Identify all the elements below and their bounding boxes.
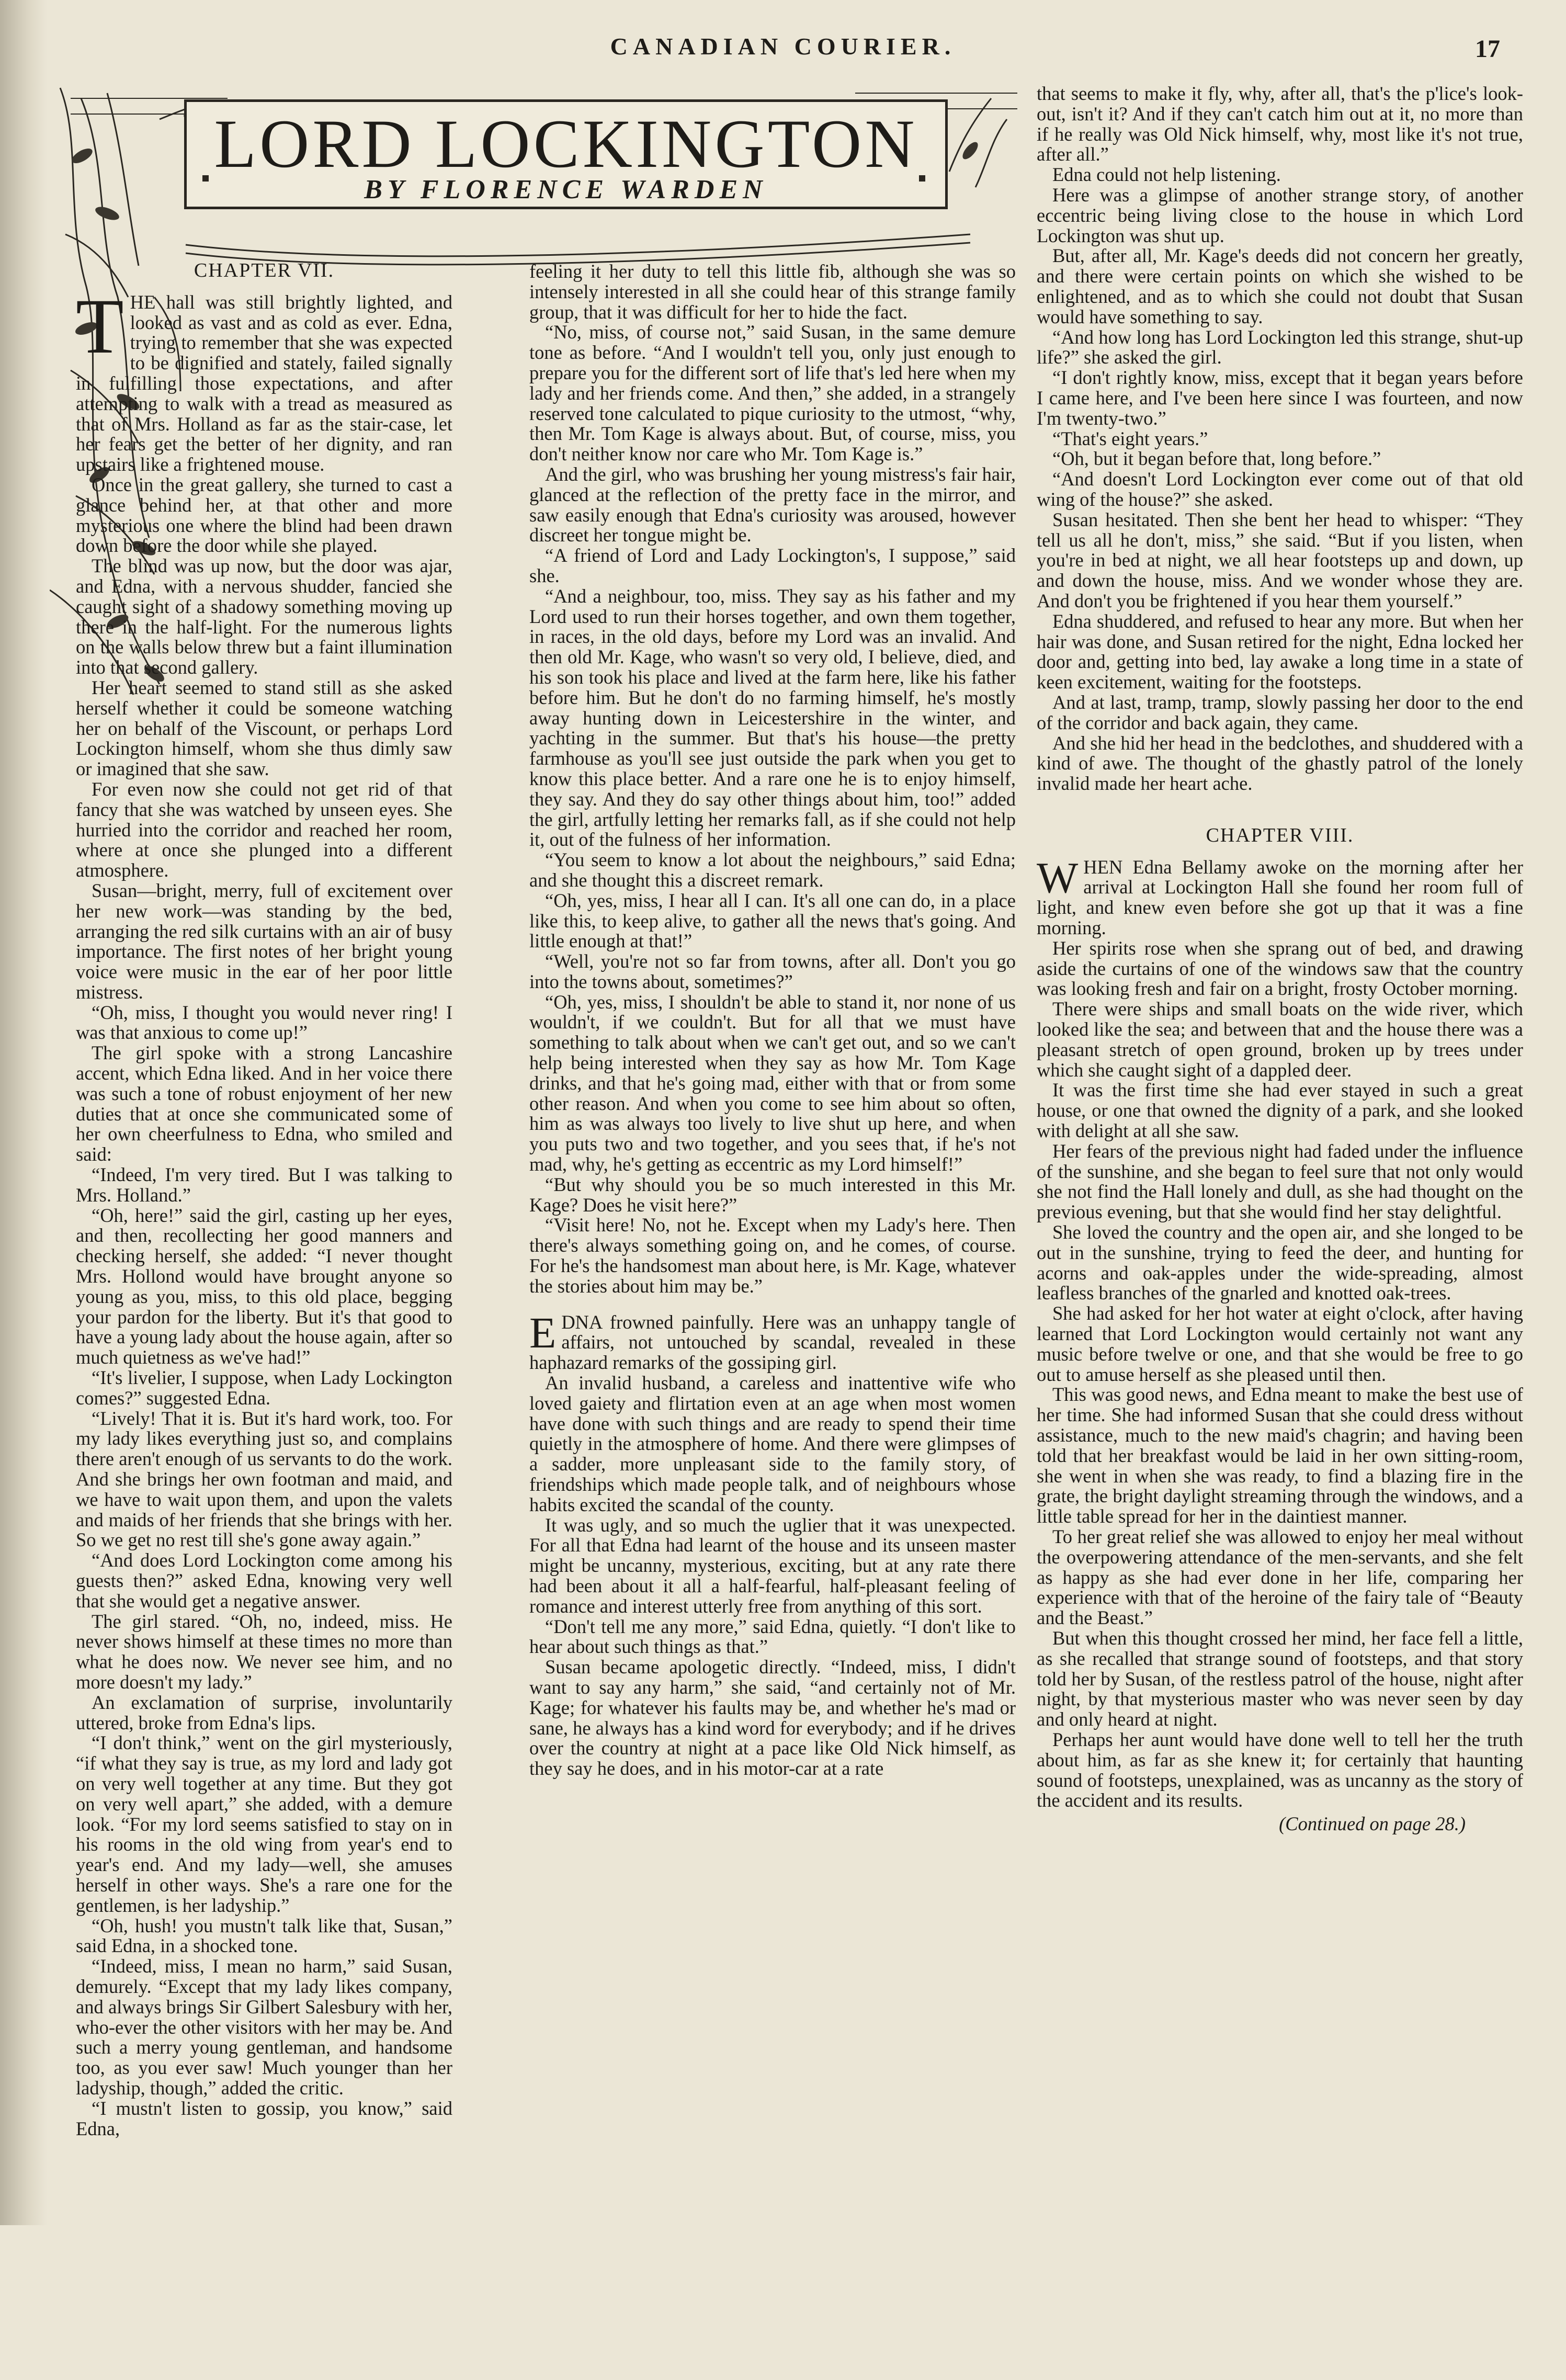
paragraph: Her spirits rose when she sprang out of bed, and drawing aside the curtains of one of the windows saw that the country was looking fresh and fair on a bright, frosty October morning.	[1037, 937, 1523, 1000]
paragraph: Here was a glimpse of another strange story, of another eccentric being living close to the house in which Lord Lockington was shut up.	[1037, 184, 1523, 246]
ornament-dot-left	[202, 175, 209, 182]
paragraph: “A friend of Lord and Lady Lockington's, I suppose,” said she.	[529, 545, 1016, 586]
paragraph: Her heart seemed to stand still as she asked herself whether it could be someone watching her on behalf of the Viscount, or perhaps Lord Lockington himself, whom she thus dimly saw or imagined that she saw.	[76, 676, 452, 780]
paragraph: There were ships and small boats on the wide river, which looked like the sea; and between that and the house there was a pleasant stretch of open ground, broken up by trees under which she caught sight of a dappled deer.	[1037, 998, 1523, 1081]
paragraph: Perhaps her aunt would have done well to tell her the truth about him, as far as she knew it; for certainly that haunting sound of footsteps, unexplained, was as uncanny as the story of the accident and its results.	[1037, 1728, 1523, 1811]
paragraph: that seems to make it fly, why, after all, that's the p'lice's look-out, isn't it? And if they can't catch him out at it, no more than if he really was Old Nick himself, why, most like it's not true, after all.”	[1037, 84, 1523, 165]
paragraph: The blind was up now, but the door was ajar, and Edna, with a nervous shudder, fancied she caught sight of a shadowy something moving up there in the half-light. For the numerous lights on the walls below threw but a faint illumination into that second gallery.	[76, 555, 452, 678]
paragraph: “It's livelier, I suppose, when Lady Lockington comes?” suggested Edna.	[76, 1367, 452, 1409]
paragraph: EDNA frowned painfully. Here was an unhappy tangle of affairs, not untouched by scandal, revealed in these haphazard remarks of the gossiping girl.	[529, 1308, 1016, 1374]
paragraph: She had asked for her hot water at eight o'clock, after having learned that Lord Lockington would certainly not want any music before twelve or one, and that she would be free to go out to amuse herself as she pleased until then.	[1037, 1302, 1523, 1385]
paragraph: “That's eight years.”	[1052, 427, 1208, 449]
paragraph: “But why should you be so much interested in this Mr. Kage? Does he visit here?”	[529, 1173, 1016, 1216]
paragraph: “Oh, yes, miss, I hear all I can. It's all one can do, in a place like this, to keep alive, to gather all the news that's going. And little enough at that!”	[529, 889, 1016, 952]
page-number: 17	[1475, 35, 1500, 63]
title-box	[184, 99, 948, 209]
paragraph: Edna shuddered, and refused to hear any more. But when her hair was done, and Susan retired for the night, Edna locked her door and, getting into bed, lay awake a long time in a state of keen excitement, waiting for the footsteps.	[1037, 610, 1523, 693]
paragraph: “And how long has Lord Lockington led this strange, shut-up life?” she asked the girl.	[1037, 326, 1523, 368]
paragraph: Susan—bright, merry, full of excitement over her new work—was standing by the bed, arranging the red silk curtains with an air of busy importance. The first notes of her bright young voice were music in the ear of her poor little mistress.	[76, 879, 452, 1003]
paragraph: This was good news, and Edna meant to make the best use of her time. She had informed Susan that she could dress without assistance, much to the new maid's chagrin; and having been told that her breakfast would be laid in her own sitting-room, she went in when she was ready, to find a blazing fire in the grate, the bright daylight streaming through the windows, and a little table spread for her in the daintiest manner.	[1037, 1384, 1523, 1527]
chapter-heading: CHAPTER VIII.	[1206, 824, 1354, 846]
paragraph: Edna could not help listening.	[1052, 164, 1281, 186]
drop-cap: T	[76, 282, 124, 370]
paragraph: “Oh, but it began before that, long before.”	[1052, 448, 1381, 470]
paragraph: “Lively! That it is. But it's hard work, too. For my lady likes everything just so, and complains there aren't enough of us servants to do the work. And she brings her own footman and maid, and we have to wait upon them, and upon the valets and maids of her friends that she brings with her. So we get no rest till she's gone away again.”	[76, 1407, 452, 1551]
running-head: CANADIAN COURIER.	[610, 33, 956, 60]
paragraph: And the girl, who was brushing her young mistress's fair hair, glanced at the reflection of the pretty face in the mirror, and saw easily enough that Edna's curiosity was aroused, however discreet her tongue might be.	[529, 463, 1016, 546]
paragraph: “You seem to know a lot about the neighbours,” said Edna; and she thought this a discreet remark.	[529, 849, 1016, 891]
paragraph: But, after all, Mr. Kage's deeds did not concern her greatly, and there were certain points on which she wished to be enlightened, and as to which she could not doubt that Susan would have something to say.	[1037, 245, 1523, 327]
drop-cap: W	[1037, 853, 1079, 902]
paragraph: “Don't tell me any more,” said Edna, quietly. “I don't like to hear about such things as that.”	[529, 1615, 1016, 1658]
paragraph: And at last, tramp, tramp, slowly passing her door to the end of the corridor and back again, they came.	[1037, 691, 1523, 733]
continuation-note: (Continued on page 28.)	[1279, 1813, 1466, 1835]
column-2	[529, 262, 1016, 2380]
paragraph: “Oh, yes, miss, I shouldn't be able to stand it, nor none of us wouldn't, if we couldn't. But for all that we must have something to talk about when we can't get out, and so we can't help being interested when they say as how Mr. Tom Kage drinks, and that he's going mad, either with that or from some other reason. And when you come to see him about so often, him as was always too lively to live shut up here, and when you puts two and two together, and you sees that, if he's not mad, why, he's getting as eccentric as my Lord himself!”	[529, 991, 1016, 1175]
paragraph: It was the first time she had ever stayed in such a great house, or one that owned the dignity of a park, and she looked with delight at all she saw.	[1037, 1079, 1523, 1142]
paragraph: feeling it her duty to tell this little fib, although she was so intensely interested in all she could hear of this strange family group, that it was difficult for her to hide the fact.	[529, 262, 1016, 323]
paragraph: “And does Lord Lockington come among his guests then?” asked Edna, knowing very well that she would get a negative answer.	[76, 1549, 452, 1612]
paragraph: “Indeed, miss, I mean no harm,” said Susan, demurely. “Except that my lady likes company, and always brings Sir Gilbert Salesbury with her, who-ever the other visitors with her may be. And such a merry young gentleman, and handsome too, as you ever saw! Much younger than her ladyship, though,” added the critic.	[76, 1955, 452, 2099]
paragraph: Susan became apologetic directly. “Indeed, miss, I didn't want to say any harm,” she said, “and certainly not of Mr. Kage; for whatever his faults may be, and whether he's mad or sane, he always has a kind word for everybody; and if he drives over the country at night at a pace like Old Nick himself, as they say he does, and in his motor-car at a rate	[529, 1656, 1016, 1780]
paragraph: “And a neighbour, too, miss. They say as his father and my Lord used to run their horses together, and own them together, in races, in the old days, before my Lord was an invalid. And then old Mr. Kage, who wasn't so very old, I believe, died, and his son took his place and lived at the farm here, like his father before him. But he don't do no farming himself, he's mostly away hunting down in Leicestershire in the winter, and yachting in the summer. But that's his house—the pretty farmhouse as you'll see just outside the park when you get to know this place better. And a rare one he is to enjoy himself, they say. And they do say other things about him, too!” added the girl, artfully letting her remarks fall, as if she could not help it, out of the fulness of her information.	[529, 585, 1016, 851]
paragraph: An exclamation of surprise, involuntarily uttered, broke from Edna's lips.	[76, 1691, 452, 1733]
paragraph: “No, miss, of course not,” said Susan, in the same demure tone as before. “And I wouldn't tell you, only just enough to prepare you for the different sort of life that's led here when my lady and her friends come. And then,” she added, in a strangely reserved tone calculated to pique curiosity to the utmost, “why, then Mr. Tom Kage is always about. But, of course, miss, you don't neither know nor care who Mr. Tom Kage is.”	[529, 321, 1016, 465]
story-title: LORD LOCKINGTON	[214, 105, 918, 182]
column-3	[1037, 84, 1523, 2202]
paragraph: “And doesn't Lord Lockington ever come out of that old wing of the house?” she asked.	[1037, 468, 1523, 510]
paragraph: “Visit here! No, not he. Except when my Lady's here. Then there's always something going on, and he comes, of course. For he's the handsomest man about here, is Mr. Kage, whatever the stories about him may be.”	[529, 1214, 1016, 1297]
paragraph: Susan hesitated. Then she bent her head to whisper: “They tell us all he don't, miss,” she said. “But if you listen, when you're in bed at night, we all hear footsteps up and down, up and down the house, miss. And we wonder whose they are. And don't you be frightened if you hear them yourself.”	[1037, 508, 1523, 611]
paragraph: “I don't rightly know, miss, except that it began years before I came here, and I've been here since I was fourteen, and now I'm twenty-two.”	[1037, 367, 1523, 429]
paragraph: But when this thought crossed her mind, her face fell a little, as she recalled that strange sound of footsteps, and that story told her by Susan, of the restless patrol of the house, night after night, by that mysterious master who was never seen by day and only heard at night.	[1037, 1627, 1523, 1730]
drop-cap: E	[529, 1308, 557, 1357]
paragraph: “Oh, hush! you mustn't talk like that, Susan,” said Edna, in a shocked tone.	[76, 1914, 452, 1957]
paragraph: An invalid husband, a careless and inattentive wife who loved gaiety and flirtation even at an age when most women have done with such things and are ready to spend their time quietly in the atmosphere of home. And there were glimpses of a sadder, more unpleasant side to the family story, of friendships which made people talk, and of neighbours whose habits excited the scandal of the county.	[529, 1372, 1016, 1515]
paragraph: “Oh, miss, I thought you would never ring! I was that anxious to come up!”	[76, 1001, 452, 1044]
paragraph: She loved the country and the open air, and she longed to be out in the sunshine, trying to feed the deer, and hunting for acorns and oak-apples under the wide-spreading, almost leafless branches of the gnarled and knotted oak-trees.	[1037, 1221, 1523, 1304]
story-byline: BY FLORENCE WARDEN	[364, 175, 768, 205]
paragraph: The girl stared. “Oh, no, indeed, miss. He never shows himself at these times no more than what he does now. We never see him, and no more doesn't my lady.”	[76, 1610, 452, 1693]
paragraph: “Well, you're not so far from towns, after all. Don't you go into the towns about, sometimes?”	[529, 950, 1016, 992]
paragraph: The girl spoke with a strong Lancashire accent, which Edna liked. And in her voice there was such a tone of robust enjoyment of her new duties that at once she communicated some of her own cheerfulness to Edna, who smiled and said:	[76, 1042, 452, 1165]
paragraph: Once in the great gallery, she turned to cast a glance behind her, at that other and more mysterious one where the blind had been drawn down before the door while she played.	[76, 473, 452, 557]
paragraph: Her fears of the previous night had faded under the influence of the sunshine, and she began to feel sure that not only would she not find the Hall lonely and dull, as she had thought on the previous evening, but that she would find her stay delightful.	[1037, 1140, 1523, 1223]
chapter-heading: CHAPTER VII.	[194, 259, 335, 281]
page-binding-shadow	[0, 0, 47, 2225]
paragraph: For even now she could not get rid of that fancy that she was watched by unseen eyes. She hurried into the corridor and reached her room, where at once she plunged into a different atmosphere.	[76, 778, 452, 881]
paragraph: “I mustn't listen to gossip, you know,” said Edna,	[76, 2097, 452, 2139]
paragraph: “Indeed, I'm very tired. But I was talking to Mrs. Holland.”	[76, 1164, 452, 1206]
paragraph: WHEN Edna Bellamy awoke on the morning after her arrival at Lockington Hall she found her room full of light, and knew even before she got up that it was a fine morning.	[1037, 853, 1523, 939]
paragraph: To her great relief she was allowed to enjoy her meal without the overpowering attendance of the men-servants, and she felt as happy as she had ever done in her life, comparing her experience with that of the heroine of the fairy tale of “Beauty and the Beast.”	[1037, 1525, 1523, 1629]
paragraph: And she hid her head in the bedclothes, and shuddered with a kind of awe. The thought of the ghastly patrol of the lonely invalid made her heart ache.	[1037, 732, 1523, 795]
paragraph: “I don't think,” went on the girl mysteriously, “if what they say is true, as my lord and lady got on very well together at any time. But they got on very well apart,” she added, with a demure look. “For my lord seems satisfied to stay on in his rooms in the old wing from year's end to year's end. And my lady—well, she amuses herself in other ways. She's a rare one for the gentlemen, is her ladyship.”	[76, 1732, 452, 1916]
column-1	[76, 251, 452, 2370]
paragraph: THE hall was still brightly lighted, and looked as vast and as cold as ever. Edna, trying to remember that she was expected to be dignified and stately, failed signally in fulfilling those expectations, and after attempting to walk with a tread as measured as that of Mrs. Holland as far as the stair-case, let her fears get the better of her dignity, and ran upstairs like a frightened mouse.	[76, 282, 452, 475]
ornament-dot-right	[919, 175, 925, 182]
paragraph: “Oh, here!” said the girl, casting up her eyes, and then, recollecting her good manners and checking herself, she added: “I never thought Mrs. Hollond would have brought anyone so young as you, miss, to this old place, begging your pardon for the liberty. But it's that good to have a young lady about the house again, after so much quietness as we've had!”	[76, 1204, 452, 1368]
paragraph: It was ugly, and so much the uglier that it was unexpected. For all that Edna had learnt of the house and its unseen master might be uncanny, mysterious, exciting, but at any rate there had been about it all a half-fearful, half-pleasant feeling of romance and interest utterly free from anything of this sort.	[529, 1514, 1016, 1617]
